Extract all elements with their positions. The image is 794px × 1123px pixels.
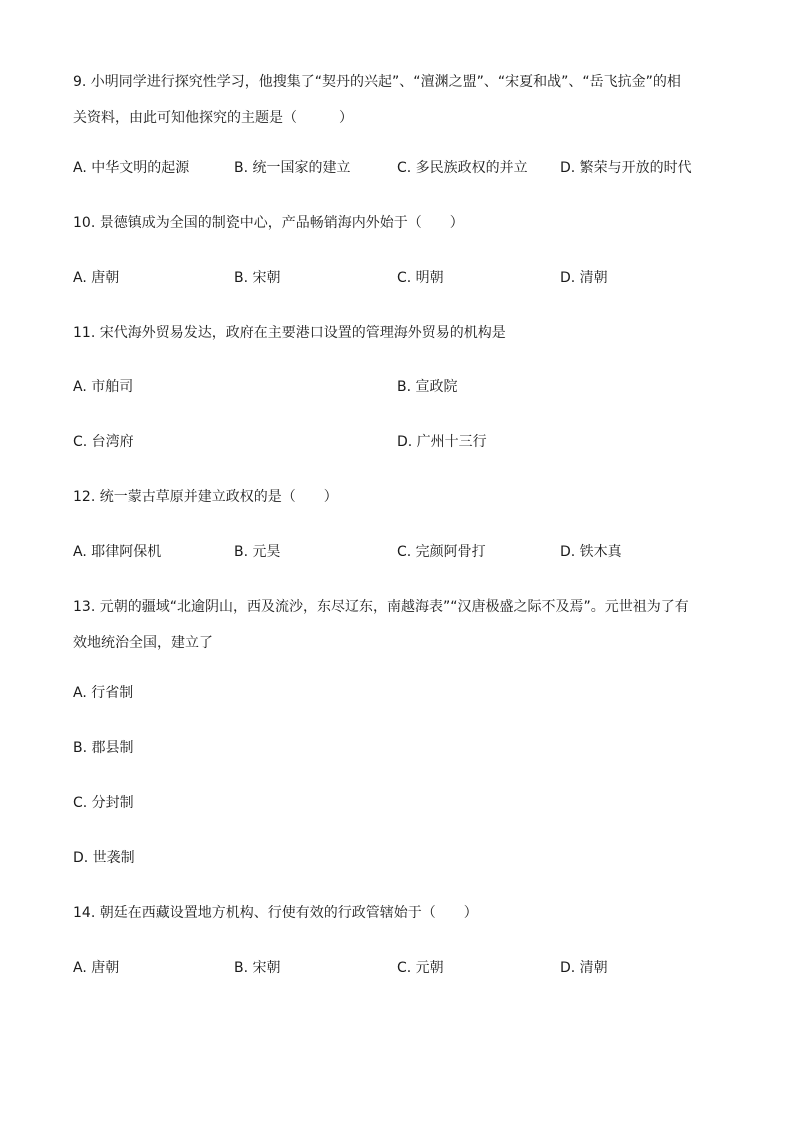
question-10-option-c: C. 明朝 (397, 270, 444, 286)
question-10-stem-line-1: 10. 景德镇成为全国的制瓷中心，产品畅销海内外始于（ ） (73, 215, 464, 231)
question-11-stem-line-1: 11. 宋代海外贸易发达，政府在主要港口设置的管理海外贸易的机构是 (73, 325, 506, 341)
question-13-stem-line-1: 13. 元朝的疆域“北逾阴山，西及流沙，东尽辽东，南越海表”“汉唐极盛之际不及焉”。元世祖为了有 (73, 599, 689, 615)
question-13-option-d: D. 世袭制 (73, 850, 135, 866)
question-12-option-c: C. 完颜阿骨打 (397, 544, 486, 560)
question-9-option-c: C. 多民族政权的并立 (397, 160, 528, 176)
question-11-option-a: A. 市舶司 (73, 379, 134, 395)
question-10-option-b: B. 宋朝 (234, 270, 281, 286)
question-12-stem-line-1: 12. 统一蒙古草原并建立政权的是（ ） (73, 489, 338, 505)
question-14-option-b: B. 宋朝 (234, 960, 281, 976)
question-12-option-a: A. 耶律阿保机 (73, 544, 162, 560)
question-13-option-c: C. 分封制 (73, 795, 134, 811)
question-14-option-a: A. 唐朝 (73, 960, 120, 976)
question-13-option-b: B. 郡县制 (73, 740, 134, 756)
question-13-option-a: A. 行省制 (73, 685, 134, 701)
question-10-option-a: A. 唐朝 (73, 270, 120, 286)
question-12-option-d: D. 铁木真 (560, 544, 622, 560)
question-11-option-d: D. 广州十三行 (397, 434, 487, 450)
question-9-stem-line-2: 关资料，由此可知他探究的主题是（ ） (73, 110, 353, 126)
question-11-option-b: B. 宣政院 (397, 379, 458, 395)
question-9-option-a: A. 中华文明的起源 (73, 160, 190, 176)
question-13-stem-line-2: 效地统治全国，建立了 (73, 635, 213, 651)
question-14-option-d: D. 清朝 (560, 960, 608, 976)
question-11-option-c: C. 台湾府 (73, 434, 134, 450)
question-12-option-b: B. 元昊 (234, 544, 281, 560)
question-9-option-d: D. 繁荣与开放的时代 (560, 160, 692, 176)
question-14-stem-line-1: 14. 朝廷在西藏设置地方机构、行使有效的行政管辖始于（ ） (73, 905, 478, 921)
question-14-option-c: C. 元朝 (397, 960, 444, 976)
question-9-option-b: B. 统一国家的建立 (234, 160, 351, 176)
question-9-stem-line-1: 9. 小明同学进行探究性学习，他搜集了“契丹的兴起”、“澶渊之盟”、“宋夏和战”、“岳飞抗金”的相 (73, 74, 681, 90)
question-10-option-d: D. 清朝 (560, 270, 608, 286)
